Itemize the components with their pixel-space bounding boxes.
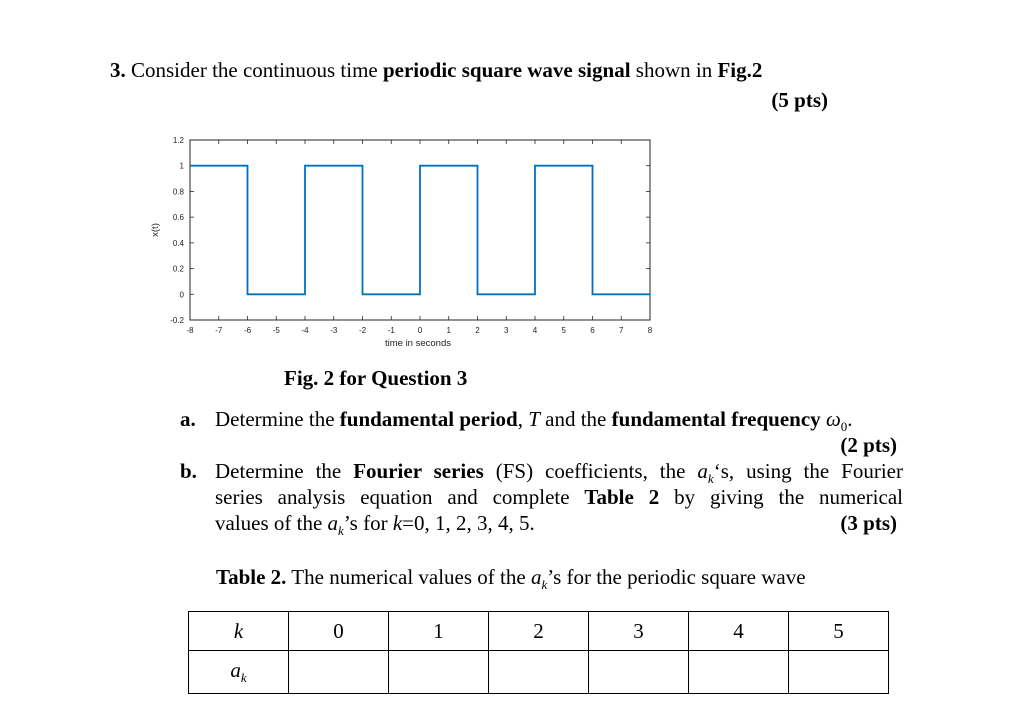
ak-header-cell: $a_k$ [189,651,289,694]
ak-answer-cell[interactable] [789,651,889,694]
table-title: Table 2. The numerical values of the $a_k’s$ for the periodic square wave [216,565,806,593]
part-b-points: (3 pts) [840,511,897,535]
x-tick-label: -6 [243,326,252,335]
part-a: a. Determine the fundamental period, T and the fundamental frequency $\omega_0$. [180,407,853,435]
k-value-cell: 2 [489,612,589,651]
ak-answer-cell[interactable] [289,651,389,694]
x-tick-label: 7 [619,326,624,335]
k-value-cell: 4 [689,612,789,651]
ak-answer-cell[interactable] [489,651,589,694]
x-tick-label: 0 [417,326,423,335]
ak-answer-cell[interactable] [389,651,489,694]
k-value-cell: 0 [289,612,389,651]
part-b: b. [180,459,197,483]
x-tick-label: -5 [272,326,280,335]
y-tick-label: 0.8 [172,187,184,197]
y-tick-label: 0 [179,290,184,300]
question-points: (5 pts) [771,88,828,112]
figure-ref: Fig.2 [717,58,763,82]
x-tick-label: -3 [330,326,338,335]
part-b-line-2: series analysis equation and complete Table 2 by giving the numerical [215,485,903,509]
table-row [189,651,889,694]
x-axis-label: time in seconds [384,338,452,349]
k-header-cell: k [189,612,289,651]
y-tick-label: 1 [179,161,184,171]
y-tick-label: 0.6 [172,213,184,223]
y-tick-label: -0.2 [170,316,184,325]
x-tick-label: 8 [647,326,653,335]
x-tick-label: 4 [532,326,538,335]
x-tick-label: 5 [561,326,566,335]
part-b-line-1: Determine the Fourier series (FS) coefficients, the $a_k‘s$, using the Fourier [215,459,903,487]
part-a-points: (2 pts) [840,433,897,457]
x-tick-label: 3 [504,326,509,335]
y-tick-label: 0.4 [172,238,184,248]
question-bold: periodic square wave signal [382,58,631,82]
square-wave-plot [140,130,670,355]
x-tick-label: -1 [387,326,395,335]
x-tick-label: -8 [186,326,194,335]
x-tick-label: -2 [358,326,367,335]
y-tick-label: 0.2 [172,264,184,274]
table-row [189,612,889,651]
k-value-cell: 1 [389,612,489,651]
coefficient-table [188,611,889,694]
x-tick-label: 1 [446,326,451,335]
question-text: 3. Consider the continuous time periodic square wave signal shown in Fig.2 [110,58,763,82]
x-tick-label: -4 [301,326,309,335]
x-tick-label: 6 [590,326,595,335]
question-number: 3. [110,58,126,82]
k-value-cell: 5 [789,612,889,651]
ak-answer-cell[interactable] [589,651,689,694]
ak-answer-cell[interactable] [689,651,789,694]
k-value-cell: 3 [589,612,689,651]
part-b-line-3: values of the $a_k’s$ for k=0, 1, 2, 3, 4, 5. [215,511,535,539]
y-axis-label: x(t) [150,223,161,237]
figure-caption: Fig. 2 for Question 3 [284,366,468,390]
x-tick-label: 2 [475,326,480,335]
x-tick-label: -7 [215,326,223,335]
y-tick-label: 1.2 [172,136,184,145]
